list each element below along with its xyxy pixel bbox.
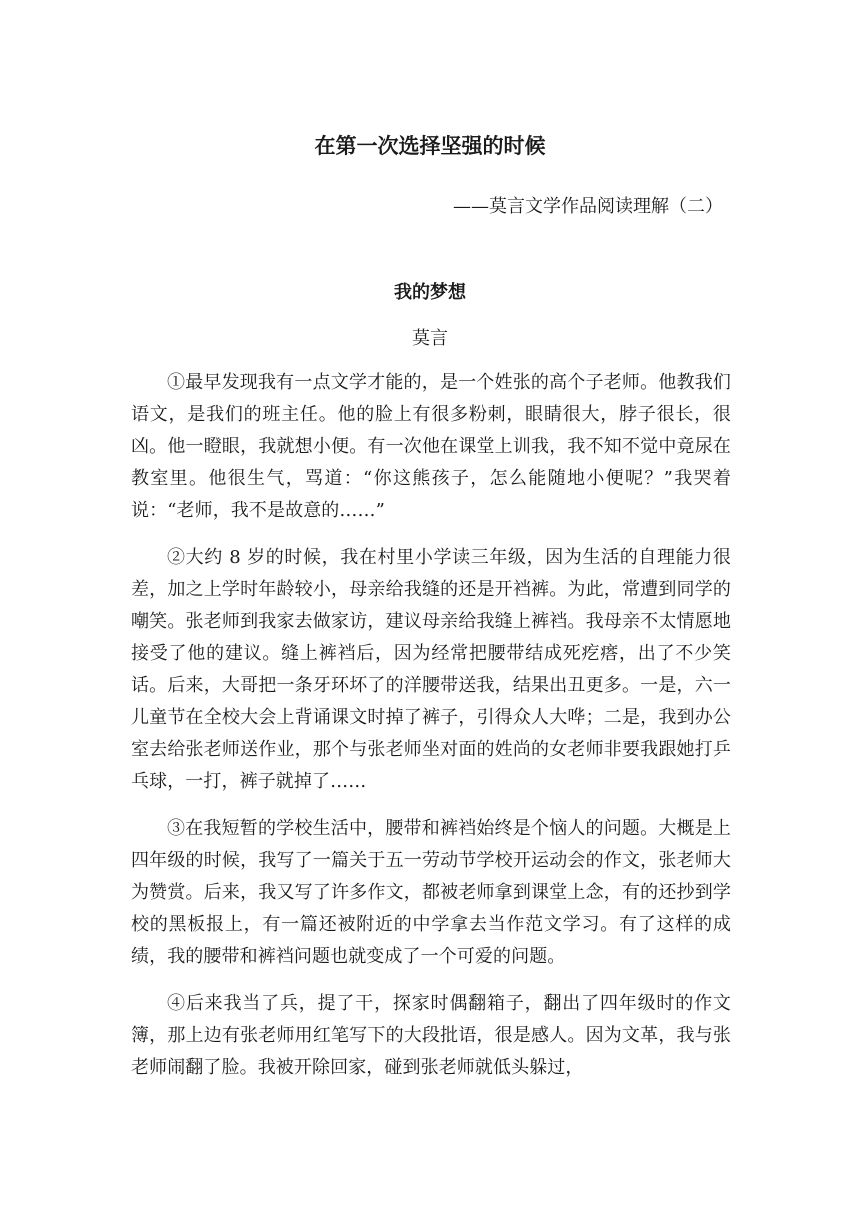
paragraph-4: ④后来我当了兵，提了干，探家时偶翻箱子，翻出了四年级时的作文簿，那上边有张老师用红笔写下的大段批语，很是感人。因为文革，我与张老师闹翻了脸。我被开除回家，碰到张老师就低头躲过， [131,993,731,1078]
article-title: 我的梦想 [394,282,466,303]
paragraph-3: ③在我短暂的学校生活中，腰带和裤裆始终是个恼人的问题。大概是上四年级的时候，我写了一篇关于五一劳动节学校开运动会的作文，张老师大为赞赏。后来，我又写了许多作文，都被老师拿到课堂上念，有的还抄到学校的黑板报上，有一篇还被附近的中学拿去当作范文学习。有了这样的成绩，我的腰带和裤裆问题也就变成了一个可爱的问题。 [131,818,731,967]
page-title: 在第一次选择坚强的时候 [314,134,546,158]
article-author: 莫言 [412,328,448,349]
article-body [131,367,731,1099]
paragraph-1: ①最早发现我有一点文学才能的，是一个姓张的高个子老师。他教我们语文，是我们的班主任。他的脸上有很多粉刺，眼睛很大，脖子很长，很凶。他一瞪眼，我就想小便。有一次他在课堂上训我，我不知不觉中竟尿在教室里。他很生气，骂道：“你这熊孩子，怎么能随地小便呢？”我哭着说：“老师，我不是故意的……” [131,372,731,521]
page-subtitle: ——莫言文学作品阅读理解（二） [453,196,723,217]
paragraph-2: ②大约 8 岁的时候，我在村里小学读三年级，因为生活的自理能力很差，加之上学时年龄较小，母亲给我缝的还是开裆裤。为此，常遭到同学的嘲笑。张老师到我家去做家访，建议母亲给我缝上裤裆。我母亲不太情愿地接受了他的建议。缝上裤裆后，因为经常把腰带结成死疙瘩，出了不少笑话。后来，大哥把一条牙环坏了的洋腰带送我，结果出丑更多。一是，六一儿童节在全校大会上背诵课文时掉了裤子，引得众人大哗；二是，我到办公室去给张老师送作业，那个与张老师坐对面的姓尚的女老师非要我跟她打乒乓球，一打，裤子就掉了…… [131,547,731,792]
